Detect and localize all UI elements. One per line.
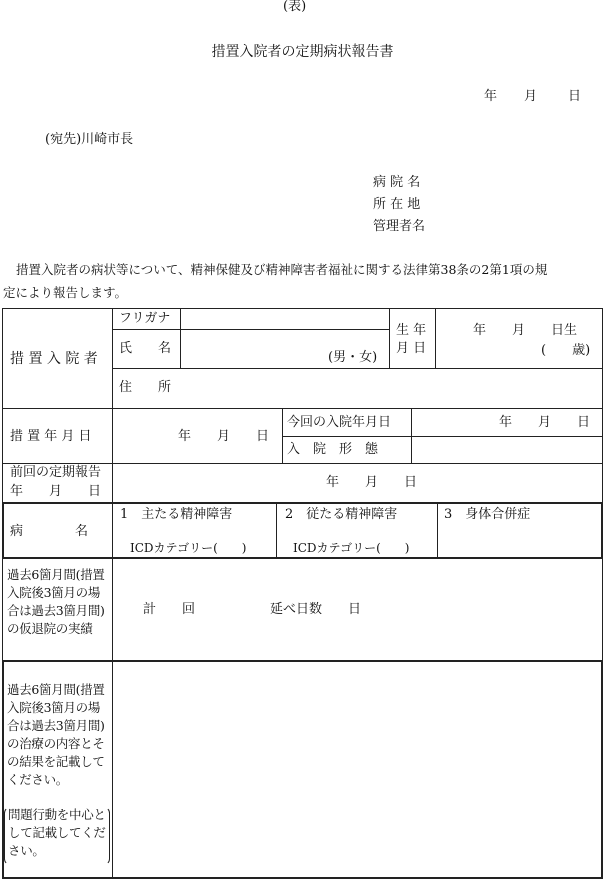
hospital-name-label: 病 院 名	[373, 175, 421, 190]
leave-label: 過去6箇月間(措置入院後3箇月の場合は過去3箇月間)の仮退院の実績	[7, 567, 105, 636]
disease-physical: 3 身体合併症	[444, 507, 531, 522]
age-label: ( 歳)	[541, 343, 591, 358]
hospital-location-label: 所 在 地	[373, 197, 421, 212]
icd-secondary: ICDカテゴリー( )	[293, 541, 410, 555]
address-label: 住 所	[119, 380, 172, 395]
addressee: (宛先)川崎市長	[45, 132, 134, 147]
page-title: 措置入院者の定期病状報告書	[211, 44, 394, 60]
report-year: 年	[484, 89, 498, 104]
furigana-label: フリガナ	[119, 311, 171, 326]
patient-label: 措 置 入 院 者	[10, 351, 98, 367]
behavior-note: 問題行動を中心として記載してください。	[8, 807, 106, 858]
leave-count: 計 回	[143, 602, 196, 617]
disease-label: 病 名	[10, 524, 89, 539]
prev-report-value: 年 月 日	[326, 475, 418, 490]
leave-days: 延べ日数 日	[270, 602, 362, 617]
treatment-label: 過去6箇月間(措置入院後3箇月の場合は過去3箇月間)の治療の内容とその結果を記載してください。	[7, 682, 105, 787]
birth-label-1: 生 年	[396, 323, 427, 338]
admission-date-label: 措 置 年 月 日	[10, 429, 92, 444]
prev-report-label: 前回の定期報告	[10, 465, 102, 480]
sex-option: (男・女)	[328, 350, 378, 365]
admission-date-value: 年 月 日	[178, 429, 270, 444]
report-day: 日	[568, 89, 582, 104]
intro-line-1: 措置入院者の病状等について、精神保健及び精神障害者福祉に関する法律第38条の2第1項の規	[16, 262, 548, 277]
intro-line-2: 定により報告します。	[3, 285, 128, 300]
admission-type-label: 入 院 形 態	[287, 442, 379, 457]
hospital-manager-label: 管理者名	[373, 219, 426, 234]
current-admission-label: 今回の入院年月日	[287, 415, 392, 430]
current-admission-value: 年 月 日	[499, 415, 591, 430]
disease-primary: 1 主たる精神障害	[120, 507, 233, 522]
birth-date: 年 月 日生	[473, 323, 578, 338]
side-label: (表)	[283, 0, 307, 14]
name-label: 氏 名	[119, 341, 172, 356]
report-month: 月	[524, 89, 538, 104]
icd-primary: ICDカテゴリー( )	[130, 541, 247, 555]
birth-label-2: 月 日	[396, 341, 427, 356]
disease-secondary: 2 従たる精神障害	[285, 507, 398, 522]
prev-report-label-date: 年 月 日	[10, 484, 102, 499]
